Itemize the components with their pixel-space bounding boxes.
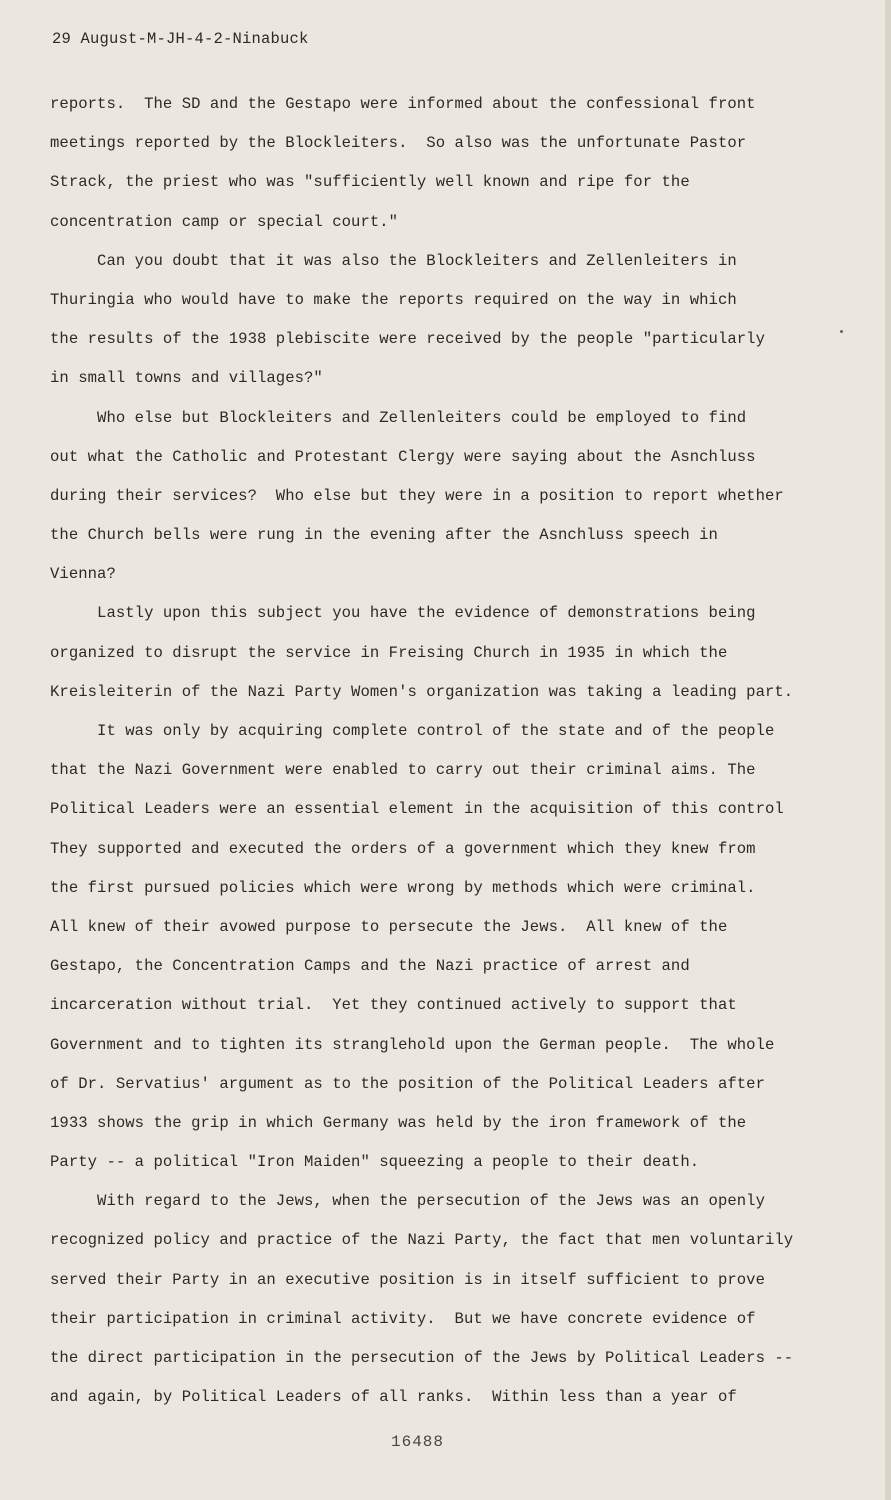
text-line: their participation in criminal activity. But we have concrete evidence of	[50, 1309, 756, 1328]
text-line: Thuringia who would have to make the reports required on the way in which	[50, 290, 737, 309]
text-line: Who else but Blockleiters and Zellenleiters could be employed to find	[50, 408, 747, 427]
text-line: Vienna?	[50, 565, 116, 584]
text-line: incarceration without trial. Yet they continued actively to support that	[50, 996, 737, 1015]
text-line: All knew of their avowed purpose to persecute the Jews. All knew of the	[50, 917, 728, 936]
text-line: the first pursued policies which were wrong by methods which were criminal.	[50, 878, 756, 897]
text-line: Gestapo, the Concentration Camps and the Nazi practice of arrest and	[50, 957, 690, 976]
text-line: recognized policy and practice of the Nazi Party, the fact that men voluntarily	[50, 1231, 794, 1250]
text-line: served their Party in an executive position is in itself sufficient to prove	[50, 1270, 765, 1289]
text-line: during their services? Who else but they were in a position to report whether	[50, 486, 784, 505]
text-line: Kreisleiterin of the Nazi Party Women's organization was taking a leading part.	[50, 682, 794, 701]
text-line: It was only by acquiring complete control of the state and of the people	[50, 722, 775, 740]
text-line: meetings reported by the Blockleiters. So also was the unfortunate Pastor	[50, 134, 747, 153]
text-line: With regard to the Jews, when the persecution of the Jews was an openly	[50, 1192, 765, 1211]
text-line: Party -- a political "Iron Maiden" squeezing a people to their death.	[50, 1153, 700, 1172]
text-line: in small towns and villages?"	[50, 369, 323, 388]
text-line: the direct participation in the persecution of the Jews by Political Leaders --	[50, 1349, 794, 1367]
text-line: They supported and executed the orders of a government which they knew from	[50, 839, 756, 858]
text-line: Strack, the priest who was "sufficiently well known and ripe for the	[50, 173, 690, 192]
text-line: and again, by Political Leaders of all ranks. Within less than a year of	[50, 1388, 737, 1407]
text-line: 1933 shows the grip in which Germany was held by the iron framework of the	[50, 1113, 747, 1132]
page-header: 29 August-M-JH-4-2-Ninabuck	[52, 30, 309, 48]
page-edge	[885, 0, 891, 1500]
text-line: the results of the 1938 plebiscite were received by the people "particularly	[50, 330, 765, 349]
page-number: 16488	[391, 1433, 445, 1451]
text-line: out what the Catholic and Protestant Clergy were saying about the Asnchluss	[50, 447, 756, 466]
text-line: Political Leaders were an essential element in the acquisition of this control	[50, 800, 784, 819]
text-line: organized to disrupt the service in Freising Church in 1935 in which the	[50, 643, 728, 662]
paper-speck	[840, 330, 843, 333]
text-line: of Dr. Servatius' argument as to the position of the Political Leaders after	[50, 1074, 765, 1093]
text-line: that the Nazi Government were enabled to carry out their criminal aims. The	[50, 761, 756, 780]
text-line: Can you doubt that it was also the Blockleiters and Zellenleiters in	[50, 251, 737, 270]
text-line: Lastly upon this subject you have the evidence of demonstrations being	[50, 604, 756, 623]
text-line: concentration camp or special court."	[50, 212, 399, 231]
text-line: reports. The SD and the Gestapo were informed about the confessional front	[50, 95, 756, 113]
document-body	[50, 85, 820, 1417]
text-line: the Church bells were rung in the evening after the Asnchluss speech in	[50, 526, 718, 545]
text-line: Government and to tighten its stranglehold upon the German people. The whole	[50, 1035, 775, 1054]
